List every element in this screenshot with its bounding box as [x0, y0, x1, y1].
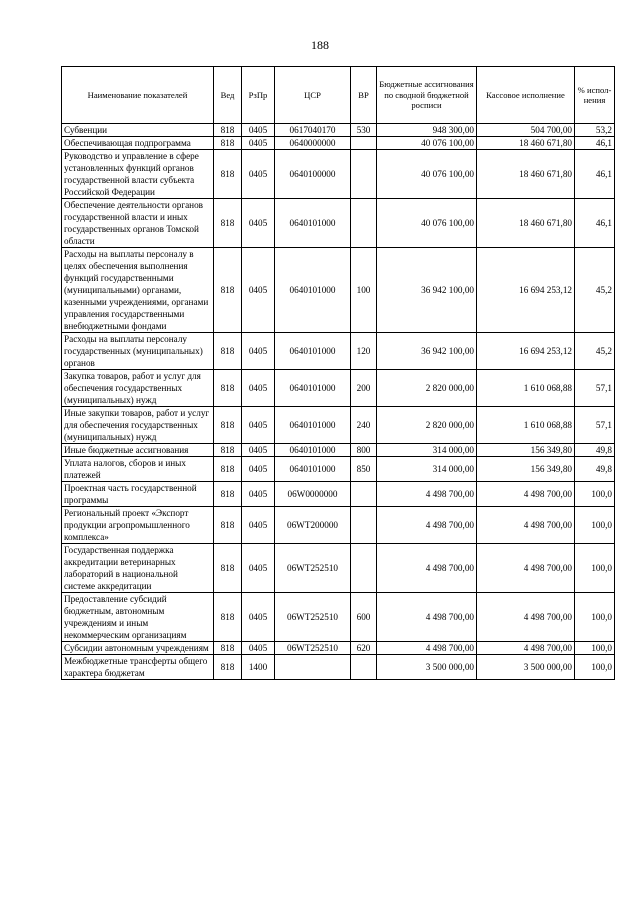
cell-vr: 240 [351, 407, 377, 444]
cell-vr: 200 [351, 370, 377, 407]
cell-assignments: 40 076 100,00 [377, 150, 477, 199]
cell-ved: 818 [214, 199, 242, 248]
cell-assignments: 40 076 100,00 [377, 137, 477, 150]
cell-rzpr: 1400 [242, 655, 275, 680]
col-header-vr: ВР [351, 67, 377, 124]
cell-cash-execution: 4 498 700,00 [477, 482, 575, 507]
cell-rzpr: 0405 [242, 199, 275, 248]
cell-cash-execution: 3 500 000,00 [477, 655, 575, 680]
cell-csr: 0640101000 [275, 333, 351, 370]
cell-csr: 06WT252510 [275, 544, 351, 593]
cell-rzpr: 0405 [242, 370, 275, 407]
cell-assignments: 4 498 700,00 [377, 544, 477, 593]
table-row [62, 199, 615, 248]
col-header-csr: ЦСР [275, 67, 351, 124]
cell-cash-execution: 16 694 253,12 [477, 333, 575, 370]
table-row [62, 248, 615, 333]
table-row [62, 124, 615, 137]
col-header-name: Наименование показателей [62, 67, 214, 124]
budget-execution-table [61, 66, 615, 680]
cell-vr: 600 [351, 593, 377, 642]
table-row [62, 507, 615, 544]
cell-name: Предоставление субсидий бюджетным, автономным учреждениям и иным некоммерческим организациям [62, 593, 214, 642]
cell-assignments: 4 498 700,00 [377, 507, 477, 544]
cell-name: Межбюджетные трансферты общего характера бюджетам [62, 655, 214, 680]
cell-cash-execution: 4 498 700,00 [477, 507, 575, 544]
cell-cash-execution: 4 498 700,00 [477, 544, 575, 593]
cell-vr [351, 199, 377, 248]
cell-cash-execution: 4 498 700,00 [477, 642, 575, 655]
cell-vr: 800 [351, 444, 377, 457]
cell-csr: 06WT200000 [275, 507, 351, 544]
cell-csr: 0617040170 [275, 124, 351, 137]
cell-ved: 818 [214, 444, 242, 457]
cell-vr: 850 [351, 457, 377, 482]
cell-ved: 818 [214, 248, 242, 333]
cell-ved: 818 [214, 642, 242, 655]
cell-csr: 0640000000 [275, 137, 351, 150]
cell-cash-execution: 16 694 253,12 [477, 248, 575, 333]
cell-rzpr: 0405 [242, 124, 275, 137]
cell-csr [275, 655, 351, 680]
cell-assignments: 40 076 100,00 [377, 199, 477, 248]
cell-execution-percent: 45,2 [575, 248, 615, 333]
cell-assignments: 4 498 700,00 [377, 642, 477, 655]
cell-vr: 620 [351, 642, 377, 655]
cell-cash-execution: 504 700,00 [477, 124, 575, 137]
cell-cash-execution: 1 610 068,88 [477, 407, 575, 444]
table-row [62, 407, 615, 444]
cell-ved: 818 [214, 655, 242, 680]
cell-execution-percent: 100,0 [575, 655, 615, 680]
cell-csr: 0640101000 [275, 407, 351, 444]
cell-assignments: 36 942 100,00 [377, 248, 477, 333]
cell-ved: 818 [214, 482, 242, 507]
cell-execution-percent: 57,1 [575, 407, 615, 444]
cell-csr: 0640101000 [275, 248, 351, 333]
cell-assignments: 314 000,00 [377, 444, 477, 457]
cell-execution-percent: 57,1 [575, 370, 615, 407]
cell-assignments: 4 498 700,00 [377, 593, 477, 642]
table-row [62, 150, 615, 199]
table-row [62, 370, 615, 407]
cell-name: Иные бюджетные ассигнования [62, 444, 214, 457]
cell-cash-execution: 1 610 068,88 [477, 370, 575, 407]
cell-vr: 120 [351, 333, 377, 370]
table-row [62, 642, 615, 655]
cell-name: Обеспечение деятельности органов государственной власти и иных государственных органов Томской области [62, 199, 214, 248]
cell-ved: 818 [214, 593, 242, 642]
cell-csr: 0640101000 [275, 199, 351, 248]
table-row [62, 457, 615, 482]
cell-cash-execution: 18 460 671,80 [477, 137, 575, 150]
cell-csr: 0640101000 [275, 370, 351, 407]
cell-rzpr: 0405 [242, 642, 275, 655]
cell-cash-execution: 156 349,80 [477, 444, 575, 457]
cell-name: Закупка товаров, работ и услуг для обеспечения государственных (муниципальных) нужд [62, 370, 214, 407]
cell-name: Расходы на выплаты персоналу государственных (муниципальных) органов [62, 333, 214, 370]
cell-name: Проектная часть государственной программы [62, 482, 214, 507]
page-number: 188 [311, 38, 329, 52]
cell-rzpr: 0405 [242, 507, 275, 544]
cell-assignments: 3 500 000,00 [377, 655, 477, 680]
cell-assignments: 314 000,00 [377, 457, 477, 482]
cell-assignments: 36 942 100,00 [377, 333, 477, 370]
cell-name: Государственная поддержка аккредитации ветеринарных лабораторий в национальной системе аккредитации [62, 544, 214, 593]
cell-name: Уплата налогов, сборов и иных платежей [62, 457, 214, 482]
cell-cash-execution: 18 460 671,80 [477, 150, 575, 199]
cell-rzpr: 0405 [242, 457, 275, 482]
cell-vr [351, 655, 377, 680]
cell-cash-execution: 4 498 700,00 [477, 593, 575, 642]
cell-execution-percent: 46,1 [575, 199, 615, 248]
cell-csr: 0640100000 [275, 150, 351, 199]
cell-vr [351, 482, 377, 507]
cell-execution-percent: 45,2 [575, 333, 615, 370]
table-header-row [62, 67, 615, 124]
cell-ved: 818 [214, 507, 242, 544]
cell-ved: 818 [214, 370, 242, 407]
col-header-ved: Вед [214, 67, 242, 124]
cell-csr: 0640101000 [275, 457, 351, 482]
cell-ved: 818 [214, 124, 242, 137]
col-header-rzpr: РзПр [242, 67, 275, 124]
cell-rzpr: 0405 [242, 333, 275, 370]
cell-cash-execution: 18 460 671,80 [477, 199, 575, 248]
cell-name: Расходы на выплаты персоналу в целях обеспечения выполнения функций государственными (муниципальными) органами, казенными учреждениями, органами управления государственными внебюджетными фондами [62, 248, 214, 333]
table-row [62, 333, 615, 370]
cell-name: Руководство и управление в сфере установленных функций органов государственной власти субъекта Российской Федерации [62, 150, 214, 199]
cell-execution-percent: 46,1 [575, 150, 615, 199]
cell-ved: 818 [214, 457, 242, 482]
col-header-cash-execution: Кассовое исполнение [477, 67, 575, 124]
cell-execution-percent: 46,1 [575, 137, 615, 150]
cell-ved: 818 [214, 544, 242, 593]
cell-rzpr: 0405 [242, 248, 275, 333]
cell-execution-percent: 49,8 [575, 457, 615, 482]
cell-vr [351, 150, 377, 199]
cell-assignments: 4 498 700,00 [377, 482, 477, 507]
table-row [62, 655, 615, 680]
cell-vr [351, 544, 377, 593]
cell-name: Субвенции [62, 124, 214, 137]
col-header-assignments: Бюджетные ассигнования по сводной бюджетной росписи [377, 67, 477, 124]
table-row [62, 593, 615, 642]
table-row [62, 444, 615, 457]
cell-ved: 818 [214, 407, 242, 444]
cell-ved: 818 [214, 137, 242, 150]
cell-rzpr: 0405 [242, 150, 275, 199]
cell-name: Субсидии автономным учреждениям [62, 642, 214, 655]
cell-name: Региональный проект «Экспорт продукции агропромышленного комплекса» [62, 507, 214, 544]
table-row [62, 544, 615, 593]
cell-rzpr: 0405 [242, 444, 275, 457]
cell-rzpr: 0405 [242, 482, 275, 507]
cell-csr: 06W0000000 [275, 482, 351, 507]
col-header-execution-percent: % испол-нения [575, 67, 615, 124]
cell-execution-percent: 100,0 [575, 544, 615, 593]
cell-vr [351, 507, 377, 544]
cell-execution-percent: 100,0 [575, 482, 615, 507]
cell-name: Обеспечивающая подпрограмма [62, 137, 214, 150]
cell-csr: 06WT252510 [275, 593, 351, 642]
cell-execution-percent: 53,2 [575, 124, 615, 137]
cell-rzpr: 0405 [242, 137, 275, 150]
cell-rzpr: 0405 [242, 593, 275, 642]
table-row [62, 482, 615, 507]
cell-ved: 818 [214, 333, 242, 370]
cell-vr [351, 137, 377, 150]
cell-rzpr: 0405 [242, 407, 275, 444]
cell-assignments: 2 820 000,00 [377, 370, 477, 407]
cell-execution-percent: 100,0 [575, 593, 615, 642]
cell-assignments: 2 820 000,00 [377, 407, 477, 444]
cell-cash-execution: 156 349,80 [477, 457, 575, 482]
cell-execution-percent: 100,0 [575, 507, 615, 544]
cell-execution-percent: 100,0 [575, 642, 615, 655]
cell-vr: 530 [351, 124, 377, 137]
cell-assignments: 948 300,00 [377, 124, 477, 137]
cell-vr: 100 [351, 248, 377, 333]
cell-execution-percent: 49,8 [575, 444, 615, 457]
table-row [62, 137, 615, 150]
cell-name: Иные закупки товаров, работ и услуг для обеспечения государственных (муниципальных) нужд [62, 407, 214, 444]
cell-csr: 0640101000 [275, 444, 351, 457]
cell-ved: 818 [214, 150, 242, 199]
cell-rzpr: 0405 [242, 544, 275, 593]
cell-csr: 06WT252510 [275, 642, 351, 655]
